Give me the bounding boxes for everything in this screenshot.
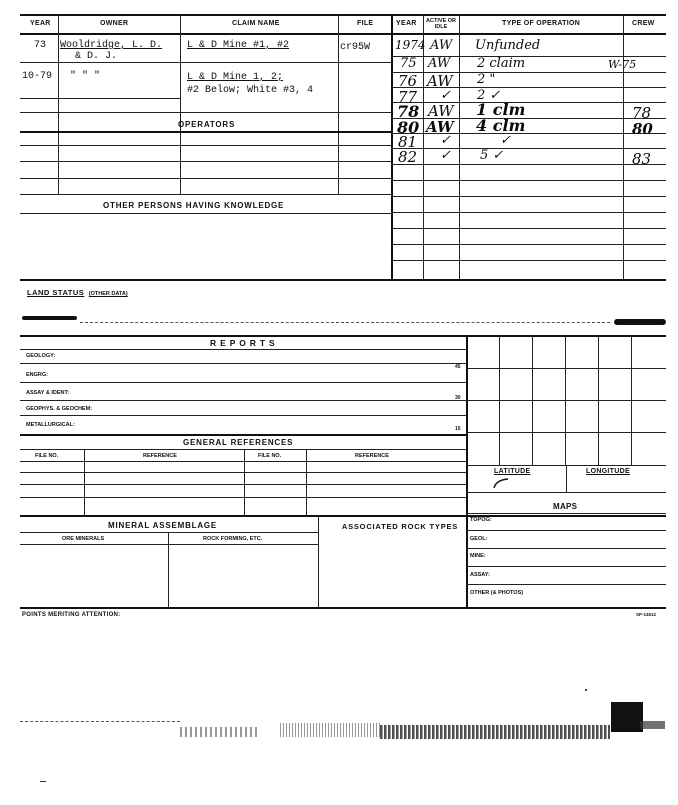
header-underline [20, 33, 666, 35]
activity-row-line [391, 164, 666, 165]
reports-line [20, 382, 466, 383]
activity-6-operation: 4 clm [476, 116, 526, 135]
activity-row-line [391, 196, 666, 197]
activity-6-year: 80 [397, 118, 420, 137]
report-num-15: 15 [455, 426, 461, 432]
header-owner: OWNER [100, 20, 129, 27]
mineral-line [20, 532, 318, 533]
maps-line [466, 513, 666, 514]
activity-2-status: AW [428, 56, 451, 71]
longitude-label: LONGITUDE [586, 468, 630, 475]
row-line [20, 62, 391, 63]
row-line [20, 178, 391, 179]
activity-4-year: 77 [398, 88, 418, 106]
activity-1-year: 1974 [395, 38, 426, 52]
grid-row [466, 368, 666, 369]
activity-6-status: AW [426, 118, 454, 136]
report-geology: GEOLOGY: [26, 353, 56, 359]
header-crew: CREW [632, 20, 655, 27]
refs-line [20, 449, 466, 450]
row-line [20, 112, 391, 113]
report-geophys: GEOPHYS. & GEOCHEM: [26, 406, 93, 412]
header-year: YEAR [30, 20, 51, 27]
row-line [20, 194, 391, 195]
report-num-30: 30 [455, 395, 461, 401]
refs-col-file-no-1: FILE NO. [35, 453, 59, 459]
reports-line [20, 415, 466, 416]
col-divider [459, 14, 460, 279]
reports-title: R E P O R T S [210, 338, 276, 348]
land-status [27, 282, 128, 300]
activity-1-operation: Unfunded [475, 38, 541, 53]
mineral-col-divider [168, 532, 169, 607]
general-refs-title: GENERAL REFERENCES [183, 438, 294, 447]
owner-row-3-claim: L & D Mine 1, 2; [187, 72, 284, 83]
reports-line [20, 349, 466, 350]
ore-minerals-label: ORE MINERALS [62, 536, 105, 542]
maps-line [466, 566, 666, 567]
operators-line [20, 131, 391, 133]
activity-8-crew: 83 [632, 150, 652, 168]
refs-line [20, 461, 466, 462]
refs-col-reference-1: REFERENCE [143, 453, 177, 459]
reports-bottom [20, 434, 466, 436]
latitude-label: LATITUDE [494, 468, 531, 475]
scan-speck [585, 689, 587, 691]
activity-row-line [391, 228, 666, 229]
activity-7-operation: ✓ [500, 133, 511, 148]
activity-5-crew: 78 [632, 104, 652, 122]
lat-long-divider [566, 465, 567, 492]
header-active-idle: ACTIVE OR IDLE [426, 18, 456, 30]
lat-long-line [466, 492, 666, 493]
activity-7-year: 81 [398, 133, 418, 151]
refs-col-divider [306, 449, 307, 515]
refs-line [20, 472, 466, 473]
activity-3-operation: 2 " [477, 72, 496, 87]
owner-row-1-owner: Wooldridge, L. D. [60, 40, 163, 51]
activity-3-year: 76 [398, 72, 418, 90]
land-status-sub: (OTHER DATA) [88, 291, 128, 297]
maps-topog: TOPOG: [470, 517, 492, 523]
reports-top [20, 335, 666, 337]
grid-row [466, 400, 666, 401]
activity-row-line [391, 180, 666, 181]
report-engrg: ENGRG: [26, 372, 48, 378]
header-year-2: YEAR [396, 20, 417, 27]
reports-line [20, 400, 466, 401]
mineral-assemblage-title: MINERAL ASSEMBLAGE [108, 521, 218, 530]
activity-8-operation: 5 ✓ [480, 148, 504, 163]
associated-rock-types-label: ASSOCIATED ROCK TYPES [341, 522, 459, 531]
refs-col-divider [84, 449, 85, 515]
top-table-bottom [20, 279, 666, 281]
mineral-line [20, 544, 318, 545]
row-line [20, 145, 391, 146]
maps-other: OTHER (& PHOTOS) [470, 590, 524, 596]
activity-row-line [391, 212, 666, 213]
header-claim-name: CLAIM NAME [232, 20, 280, 27]
activity-4-operation: 2 ✓ [477, 88, 501, 103]
activity-5-year: 78 [397, 102, 420, 121]
activity-8-status: ✓ [440, 148, 451, 163]
header-type-of-operation: TYPE OF OPERATION [502, 20, 581, 27]
row-line [20, 98, 180, 99]
activity-4-status: ✓ [440, 88, 451, 103]
smudge-left [22, 316, 77, 320]
scan-speck [40, 781, 46, 782]
form-number: SP-14612 [636, 612, 657, 617]
top-border [20, 14, 666, 16]
activity-3-status: AW [427, 72, 453, 90]
header-file: FILE [357, 20, 374, 27]
owner-row-1-file: cr95W [340, 42, 371, 53]
refs-col-file-no-2: FILE NO. [258, 453, 282, 459]
activity-2-operation: 2 claim [477, 56, 526, 71]
maps-line [466, 584, 666, 585]
refs-col-reference-2: REFERENCE [355, 453, 389, 459]
activity-1-status: AW [430, 38, 453, 53]
maps-geol: GEOL: [470, 536, 488, 542]
report-metallurgical: METALLURGICAL: [26, 422, 75, 428]
activity-6-crew: 80 [632, 120, 653, 138]
refs-bottom [20, 515, 666, 517]
operators-label: OPERATORS [178, 120, 236, 129]
col-divider [338, 14, 339, 194]
refs-line [20, 484, 466, 485]
land-status-label: LAND STATUS [27, 288, 85, 297]
activity-2-year: 75 [400, 56, 417, 71]
activity-5-operation: 1 clm [476, 100, 526, 119]
col-divider [623, 14, 624, 279]
activity-row-line [391, 244, 666, 245]
activity-5-status: AW [428, 102, 454, 120]
owner-row-3-year: 10-79 [22, 71, 53, 82]
maps-mine: MINE: [470, 553, 486, 559]
points-meriting-attention: POINTS MERITING ATTENTION: [22, 612, 121, 618]
col-divider [423, 14, 424, 279]
col-divider [180, 14, 181, 194]
rock-forming-label: ROCK FORMING, ETC. [203, 536, 263, 542]
mineral-col-divider [318, 515, 319, 607]
reports-line [20, 363, 466, 364]
other-persons-label: OTHER PERSONS HAVING KNOWLEDGE [103, 201, 285, 210]
smudge-right [614, 319, 666, 325]
maps-line [466, 548, 666, 549]
maps-title: MAPS [553, 502, 578, 511]
maps-assay: ASSAY: [470, 572, 490, 578]
maps-line [466, 530, 666, 531]
center-divider [391, 14, 393, 279]
owner-row-1-claim: L & D Mine #1, #2 [187, 40, 290, 51]
report-num-45: 45 [455, 364, 461, 370]
activity-row-line [391, 260, 666, 261]
activity-2-crew: W-75 [608, 58, 637, 71]
activity-row-line [391, 148, 666, 149]
activity-7-status: ✓ [440, 133, 451, 148]
handwritten-mark [490, 476, 520, 492]
report-assay: ASSAY & IDENT: [26, 390, 70, 396]
dashed-line [80, 322, 610, 323]
form-bottom [20, 607, 666, 609]
row-line [20, 213, 391, 214]
grid-row [466, 432, 666, 433]
row-line [20, 161, 391, 162]
owner-row-2-owner: & D. J. [75, 51, 118, 62]
scan-noise-band [20, 715, 665, 755]
owner-row-3-owner: " " " [70, 71, 101, 82]
owner-row-4-claim: #2 Below; White #3, 4 [187, 85, 314, 96]
col-divider [58, 14, 59, 194]
refs-col-divider [244, 449, 245, 515]
owner-row-1-year: 73 [34, 40, 47, 51]
activity-8-year: 82 [398, 148, 418, 166]
refs-line [20, 497, 466, 498]
